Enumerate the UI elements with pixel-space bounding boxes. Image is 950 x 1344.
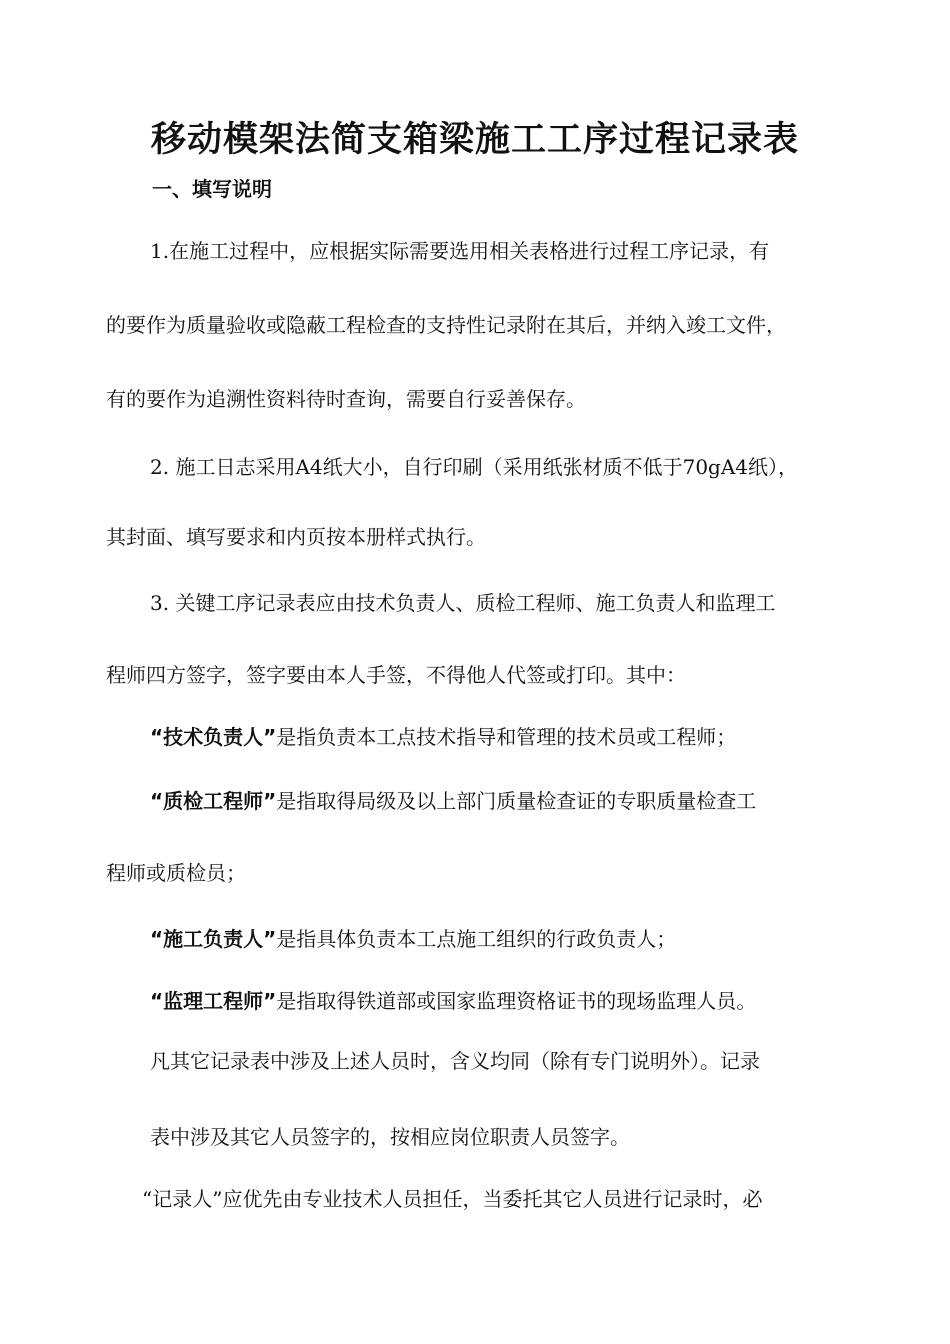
definition-term: “质检工程师” <box>150 789 277 813</box>
paragraph-line: 表中涉及其它人员签字的，按相应岗位职责人员签字。 <box>150 1125 630 1149</box>
paragraph-line: 3. 关键工序记录表应由技术负责人、质检工程师、施工负责人和监理工 <box>150 591 776 615</box>
definition-text: 是指具体负责本工点施工组织的行政负责人； <box>276 927 677 951</box>
definition-line <box>150 786 756 816</box>
paragraph-line: “记录人”应优先由专业技术人员担任，当委托其它人员进行记录时，必 <box>142 1187 763 1211</box>
paragraph-line: 程师四方签字，签字要由本人手签，不得他人代签或打印。其中： <box>106 663 686 687</box>
section-heading: 一、填写说明 <box>152 177 272 201</box>
paragraph-line: 其封面、填写要求和内页按本册样式执行。 <box>106 525 486 549</box>
definition-text: 是指取得局级及以上部门质量检查证的专职质量检查工 <box>276 789 757 813</box>
definition-term: “监理工程师” <box>150 989 277 1013</box>
paragraph-line: 1.在施工过程中，应根据实际需要选用相关表格进行过程工序记录，有 <box>150 239 770 263</box>
paragraph-line: 2. 施工日志采用A4纸大小，自行印刷（采用纸张材质不低于70gA4纸）， <box>150 455 799 479</box>
paragraph-line: 的要作为质量验收或隐蔽工程检查的支持性记录附在其后，并纳入竣工文件， <box>106 313 786 337</box>
definition-line <box>150 722 736 752</box>
definition-term: “技术负责人” <box>150 725 277 749</box>
definition-term: “施工负责人” <box>150 927 277 951</box>
paragraph-line: 有的要作为追溯性资料待时查询，需要自行妥善保存。 <box>106 387 586 411</box>
definition-line <box>150 986 756 1016</box>
definition-text: 是指负责本工点技术指导和管理的技术员或工程师； <box>276 725 737 749</box>
definition-line <box>150 924 676 954</box>
paragraph-line: 凡其它记录表中涉及上述人员时，含义均同（除有专门说明外）。记录 <box>150 1049 760 1073</box>
definition-text: 是指取得铁道部或国家监理资格证书的现场监理人员。 <box>276 989 757 1013</box>
page-title: 移动模架法简支箱梁施工工序过程记录表 <box>150 119 799 160</box>
paragraph-line: 程师或质检员； <box>106 861 246 885</box>
